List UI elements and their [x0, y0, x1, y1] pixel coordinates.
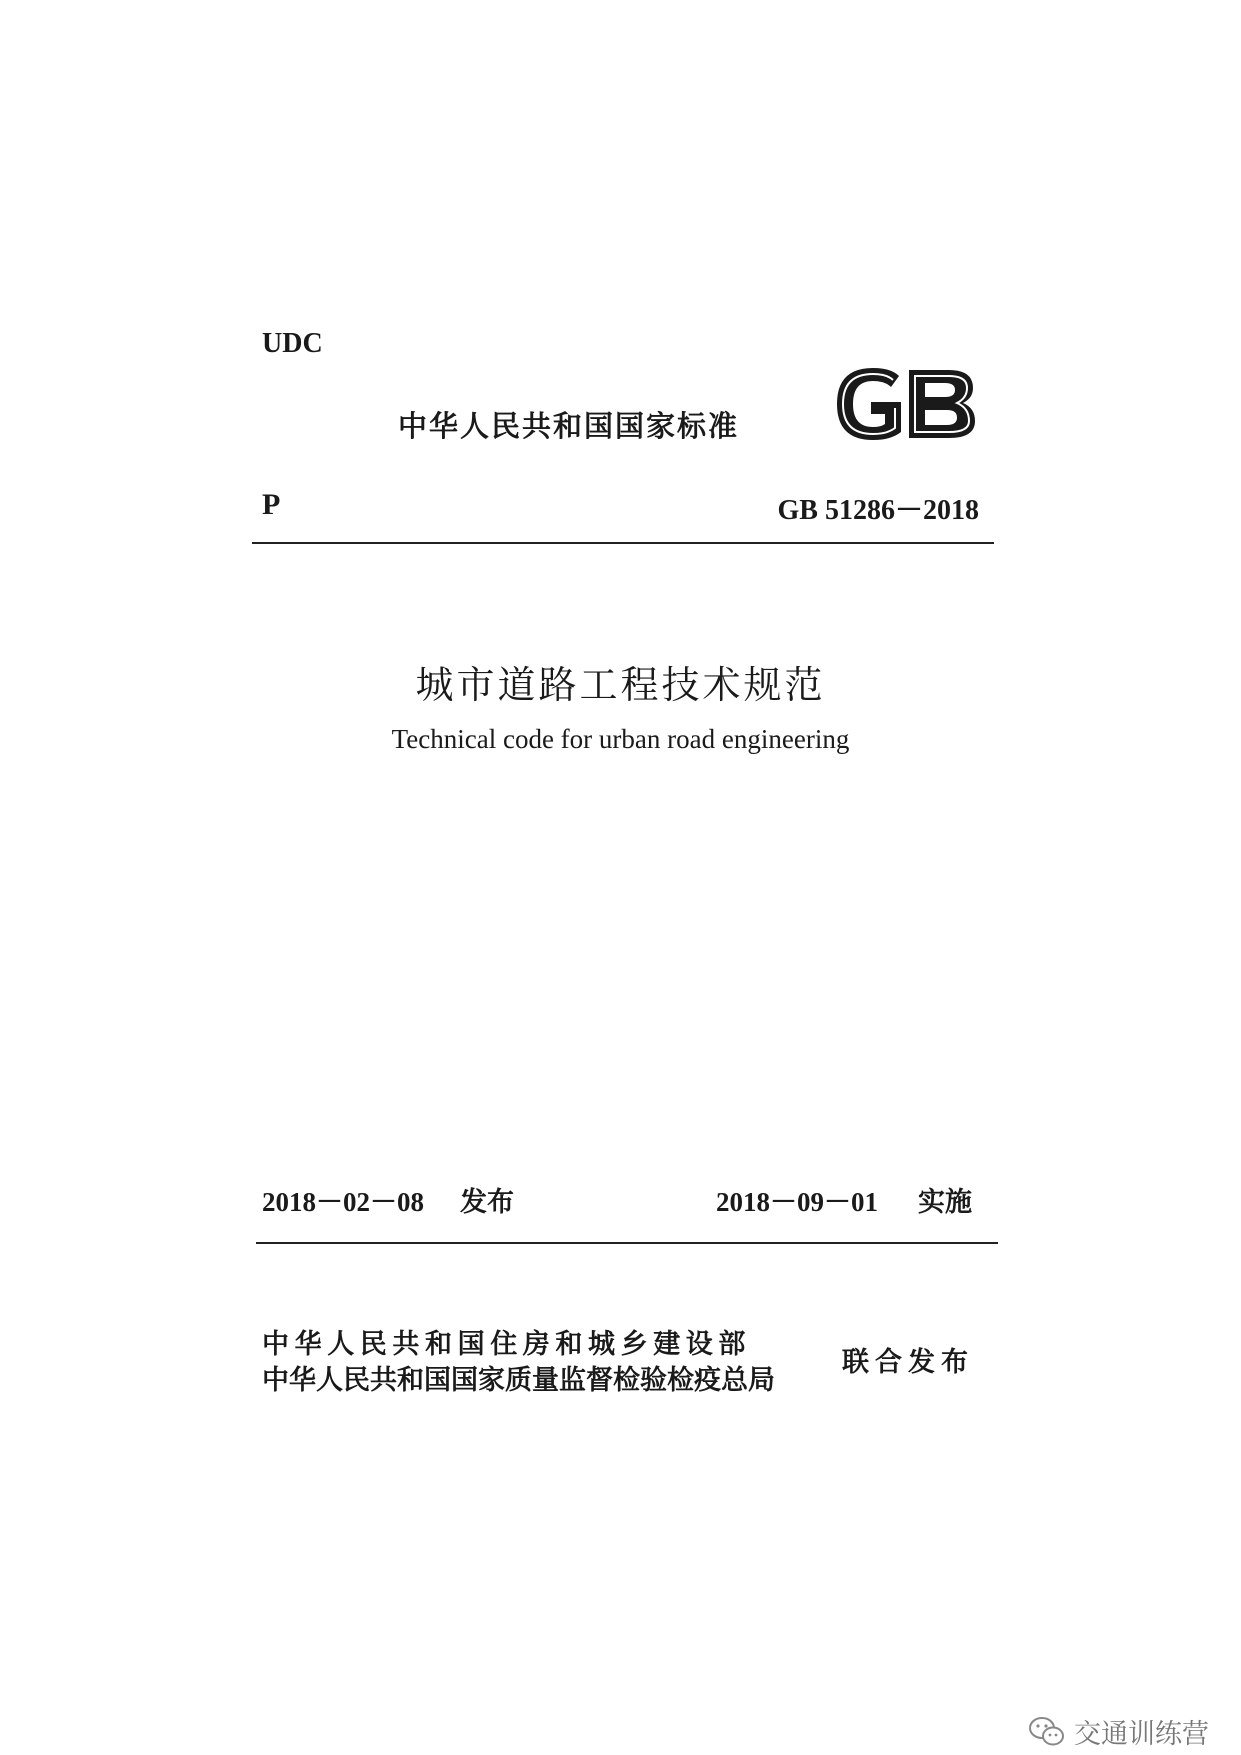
implementation-label: 实施	[918, 1187, 972, 1218]
bottom-divider	[256, 1242, 998, 1244]
standard-number: GB 51286－2018	[777, 495, 979, 526]
national-standard-label: 中华人民共和国国家标准	[398, 409, 740, 443]
issue-date: 2018－02－08	[262, 1187, 424, 1217]
issuer-ministry-housing: 中华人民共和国住房和城乡建设部	[262, 1329, 751, 1360]
watermark-text: 交通训练营	[1074, 1719, 1209, 1750]
wechat-icon	[1028, 1716, 1066, 1748]
issuer-quality-administration: 中华人民共和国国家质量监督检验检疫总局	[262, 1365, 775, 1396]
watermark	[1028, 1712, 1209, 1751]
title-chinese: 城市道路工程技术规范	[415, 663, 826, 707]
title-english: Technical code for urban road engineering	[391, 724, 850, 754]
issue-label: 发布	[460, 1187, 514, 1218]
implementation-date: 2018－09－01	[716, 1187, 878, 1217]
joint-issue-label: 联合发布	[842, 1347, 974, 1378]
top-divider	[252, 542, 994, 544]
classification-code: P	[262, 488, 281, 521]
udc-label: UDC	[262, 328, 323, 359]
gb-logo	[833, 366, 979, 442]
